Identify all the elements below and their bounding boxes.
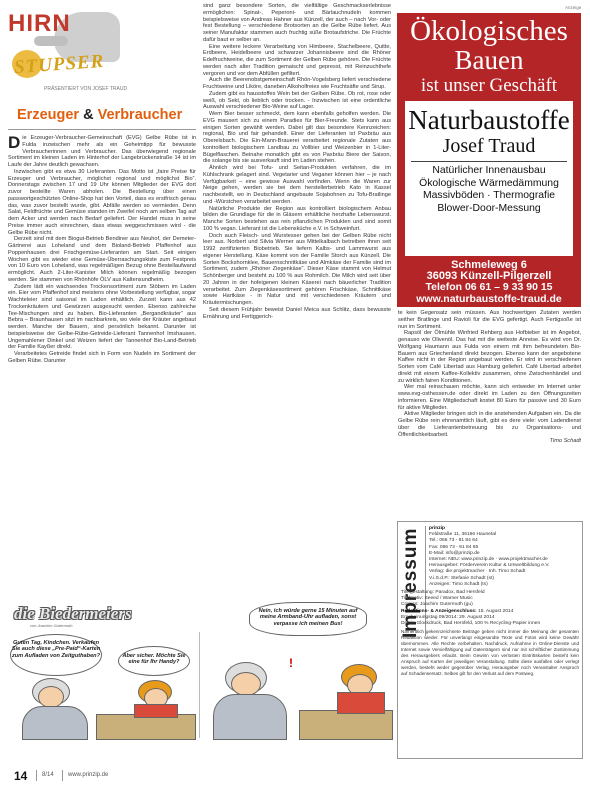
issue-number: 8/14 (42, 772, 54, 778)
article-column-1 (8, 135, 196, 588)
ad-divider (411, 161, 567, 162)
impressum-details-2 (401, 590, 579, 676)
paragraph: Wem Bier besser schmeckt, dem kann ebenfalls geholfen werden. Die EVG mausert sich zu einem Paradies für Bier-Freunde. Stets kann aus einigen Sorten gewählt werden. Dabei gilt das besondere Kennzeichen: regional, Bio und fair gehandelt. Einer der Lieferanten ist Paxbräu aus Oberelsbach. Die Ein-Mann-Brauerei verarbeitet regionale Zutaten aus kontrolliert biologischem Landbau zu Vollbier und Weizenbier in 1-Liter-Bügelflaschen. Beinahe monatlich gibt es von Paxbräu Biere der Saison, die solange bis sie ausverkauft sind im Laden stehen. (203, 111, 391, 165)
ad-web-link[interactable]: www.naturbaustoffe-traud.de (397, 293, 581, 307)
footer (8, 768, 582, 784)
impressum-line: Tel.: 066 73 - 91 84 64 (429, 538, 478, 544)
footer-separator (62, 770, 63, 781)
impressum-line: Verlag: die projektmacher · Inh. Timo Schadt (429, 569, 526, 575)
impressum-box (397, 521, 583, 759)
impressum-line: Fax: 066 73 - 91 84 65 (429, 544, 479, 550)
impressum-line: Comics: Joachim Gutermuth (gu) (401, 602, 473, 608)
impressum-line: Herausgeber: Förderverein Kultur & Umweltbildung e.V. (429, 563, 550, 569)
headline (17, 107, 182, 123)
ad-service: Blower-Door-Messung (437, 202, 541, 214)
surprise-icon: ! (289, 656, 293, 670)
impressum-line: Titelmotiv: Seeed / Warner Music (401, 596, 473, 602)
hirnstupser-logo (8, 6, 126, 98)
headline-divider (8, 129, 196, 130)
impressum-line: Feldstraße 11, 36166 Haunetal (429, 532, 497, 538)
grandma-character (18, 678, 98, 738)
impressum-line[interactable]: E-Mail: info@prinzip.de (429, 550, 480, 556)
panel-divider (199, 632, 200, 738)
paragraph: Ähnlich wird bei Tofu- und Seitan-Produkten verfahren, die im Kühlschrank gelagert sind. Vegetarier und Veganer können hier – je nach Verfügbarkeit – eine gewisse Auswahl vorfinden. Wenn die Waren zur Neige gehen, werden sie bei dem herstellerbetrieb Kato in Kassel nachbestellt, wo in Deutschland angebaute Sojabohnen zu Tofu-Bratlinge und -Würstchen verarbeitet werden. (203, 165, 391, 205)
article-column-3 (398, 310, 581, 515)
ad-phone: Telefon 06 61 – 9 33 90 15 (425, 281, 553, 293)
paragraph: Doch auch Fleisch- und Wurstesser gehen bei der Gelben Rübe nicht leer aus. Norbert und Silvia Werner aus Mittelkalbach betreiben ihren seit 1992 zertifizierten Biobetrieb. Sie liefern Kalbs- und Lammwurst aus eigener Herstellung. Käse kommt von der Familie Storch aus Künzell. Die Sorten Bockshornklee, Bauernschnittkäse und Almkäse der Familie sind im Sortiment, zudem „Rhöner Ziegenkäse“. Dieser Käse stammt von Helmut Schönberger und besteht zu 100 % aus Rohmilch. Die Milch wird seit über 20 Jahren in der hofeigenen kleinen Käserei nach bäuerlicher Tradition verarbeitet. Zum Ziegenkäsesortiment gehören Frischkäse, Schnittkäse sowie Hartkäse - in Natur und mit verschiedenen Kräutern und Kräutermischungen. (203, 232, 391, 306)
paragraph: Zudem lädt ein wachsendes Trockensortiment zum Stöbern im Laden ein. Eier vom Pfaffenhof sind meistens ohne Vorbestellung verfügbar, sogar Wachteleier sind saisonal im Laden erhältlich. Zurzeit kann aus 42 Trockenkräutern und Gewürzen ausgesucht werden. Ebenso zahlreiche Tee-Mischungen sind zu haben. Bio-Lieferanten „Bergandkräuter“ aus Bebra – Braunhausen sitzt im nachbarkreis, wo viele der Kräuter angebaut werden. Manche der Bauern, sind persönlich bekannt. Darunter ist beispielsweise der Gelbe-Rübe-Getreide-Lieferant Tannenhof Imshausen. Ungemahlener Dinkel und Weizen liefert der Tannenhof Bio-Land-Betrieb der Familie Kayßer direkt. (8, 283, 196, 351)
headline-part1: Erzeuger (17, 107, 80, 123)
grandma-body (22, 706, 88, 740)
impressum-line: Druck: Glockdruck, Bad Hersfeld, 100 % Recycling-Papier innen (401, 621, 541, 627)
cartoon-logo-sub: von Joachim Gutermuth (30, 623, 73, 628)
ad-service: Ökologische Wärmedämmung (419, 177, 559, 189)
impressum-title: Impressum (400, 527, 421, 638)
ad-company1: Naturbaustoffe (408, 105, 570, 135)
paragraph: Inzwischen gibt es etwa 30 Lieferanten. Das Motto ist „faire Preise für Erzeuger und Verbraucher, möglichst regional und möglichst Bio“. Donnerstags zwischen 17 und 19 Uhr können Mitglieder der EVG dort zuvor bestellte Waren abholen. Die Bestellung über einen passwortgeschützten Online-Shop hat den Vorteil, dass es erstfrisch genau das, was zuvor bestellt wurde, gibt. Abfälle werden so vermieden. Denn Salat, Feldfrüchte und Gemüse standen im Zweifel noch am selben Tag auf dem Acker und werden nach Bedarf geliefert. Der Handel muss in seine Preise immer auch einrechnen, dass etwas weggeschmissen wird - die Gelbe Rübe nicht. (8, 168, 196, 236)
paragraph: Aktive Mitglieder bringen sich in die anstehenden Aufgaben ein. Da die Gelbe Rübe rein ehrenamtlich läuft, gibt es dere viele: vom Ladendienst über die Lieferantenbetreuung bis zu Organisations- und Öffentlichkeitsarbeit. (398, 411, 581, 438)
clerk-character (128, 680, 188, 716)
impressum-line: Redaktions- & Anzeigenschluss: 15. August 2014 (401, 608, 514, 614)
paragraph: Natürliche Produkte der Region aus kontrolliert biologischem Anbau bilden die Grundlage für die in Gläsern erhältliche herzhafte Lebenswurst. Manche Sorten bestehen aus rein pflanzlichen Produkten und sind somit 100 % vegan. Lieferant ist die Lebensküche e.V. in Schweinfurt. (203, 205, 391, 232)
article-column-2 (203, 3, 391, 588)
ad-city: 36093 Künzell-Pilgerzell (426, 270, 552, 282)
ad-label: Anzeige (565, 5, 582, 10)
ad-service: Massivböden · Thermografie (422, 190, 556, 202)
logo-hirn: HIRN (8, 10, 71, 37)
ad-street: Schmeleweg 6 (451, 259, 527, 271)
headline-part2: Verbraucher (97, 107, 183, 123)
impressum-line: Erscheinungstag 09/2014: 29. August 2014 (401, 614, 495, 620)
impressum-line: Anzeigen: Timo Schadt (ts) (429, 581, 488, 587)
cartoon-logo: die Biedermeiers (14, 604, 132, 623)
paragraph: Auch die Beerenobstgemeinschaft Rhön-Vogelsberg liefert verschiedene Fruchtweine und Liköre, daneben Alkoholfreies wie Fruchtsäfte und Sirup. (203, 77, 391, 90)
paragraph: Rapsöl der Ölmühle Winfried Rehberg aus Hofbieber ist im Angebot, genauso wie Olivenöl. Das hat mit die weiteste Anreise. Es wird von Dr. Wolfgang Haumann aus Fulda von einem mit ihm befreundeten Bio-Bauern aus Griechenland direkt bezogen. Ebenso kann der angebotene Kaffee nicht in der Region angebaut werden. Er wird in verschiedenen Sorten vom Café Libertad aus Hamburg geliefert. Café Libertad arbeitet direkt mit einem Kaffee-Kollektiv zusammen, ohne Zwischenhändel und zu wirklich fairen Konditionen. (398, 330, 581, 384)
page-number: 14 (14, 769, 28, 783)
paragraph: Seit diesem Frühjahr beweist Daniel Meica aus Schlitz, dass bewusste Ernährung und Fertiggerich- (203, 306, 391, 320)
paragraph: Zudem gibt es hausstoffes Wein bei der Gelben Rübe. Ob rot, rose oder weiß, ob Sekt, ob lieblich oder trocken. - Inzwischen ist eine ordentliche Auswahl verschiedener Bio-Weine auf Lager. (203, 90, 391, 111)
impressum-details (429, 526, 579, 588)
grandma-character (207, 662, 293, 738)
ad-line1: Ökologisches (410, 15, 568, 47)
cartoon-strip (8, 598, 391, 738)
paragraph: Wer mal reinschauen möchte, kann sich entweder im Internet unter www.evg-osthessen.de oder direkt im Laden zu den Öffnungszeiten informieren. Eine Mitgliedschaft kostet 80 Euro für passive und 30 Euro für aktive Mitglieder. (398, 384, 581, 411)
ad-line3: ist unser Geschäft (420, 75, 558, 96)
ad-line2: Bauen (454, 45, 524, 75)
paragraph: Verarbeitetes Getreide findet sich in Form von Nudeln im Sortiment der Gelben Rübe. Darunter (8, 351, 196, 364)
paragraph: Eine weitere leckere Verarbeitung von Himbeere, Stachelbeere, Quitte, Erdbeere, Heidelbeere und schwarzer Johannisbeere sind die Rhöner Edelfruchtweine, die zum Sortiment der Gelben Rübe gehören. Die Früchte werden nach alter Tradition gemaischt und gepresst, mit Reinzuchthefe vergoren und vor dem Abfüllen gefiltert. (203, 43, 391, 77)
ad-naturbaustoffe[interactable] (397, 13, 581, 294)
ad-service: Natürlicher Innenausbau (432, 165, 546, 176)
clerk-character (333, 664, 389, 712)
headline-amp: & (83, 107, 94, 123)
clerk-body (134, 704, 178, 718)
grandma-face (231, 672, 261, 696)
paragraph: Die Erzeuger-Verbraucher-Gemeinschaft (EVG) Gelbe Rübe ist in Fulda inzwischen mehr als ein Geheimtipp für bewusste Verbraucherinnen und Verbraucher. Das überwiegend regionale Sortiment im kleinen Laden im Hinterhof der Langebrückenstraße 14 ist im Laufe der Jahre deutlich gewachsen. (8, 135, 196, 168)
impressum-legal: Namentlich gekennzeichnete Beiträge geben nicht immer die Meinung der gesamten Redaktion wieder. Für unverlangt eingesandte Texte und Fotos wird keine Gewähr übernommen. Alle Rechte vorbehalten. Nachdruck, Aufnahme in Online-Dienste und Internet sowie Vervielfältigung auf Datenträgern sind nur mit schriftlicher Zustimmung des Herausgebers erlaubt. Beim Gewinn von verlosten Eintrittskarten besteht kein Anspruch auf Karten der jeweiligen Veranstaltung. Sollte diese ausfallen oder verlegt werden, besteht weder gegenüber Verlag, Herausgeber noch Veranstalter Anspruch auf Schadensersatz. Selbes gilt für den Verlust auf dem Postweg. (401, 629, 579, 676)
grandma-body (213, 694, 287, 740)
paragraph: Derzeit sind mit dem Biogut-Betrieb Bendiner aus Neuhof, der Demeter-Gärtnerei aus Loheland und dem Bioland-Betrieb Pfaffenhof aus Poppenhausen drei Frischgemüse-Lieferanten am Start. Seit einigen Wochen gibt es wieder eine Gemüse-Überraschungskiste zum Festpreis von 10 Euro von Loheland, was regelmäßigen Bezug ohne Bestellaufwand ermöglicht. Auch 2-Liter-Kanister Milch können regelmäßig bezogen werden. Sie stammen von Rhönhöfe ÖLV aus Kaltensundheim. (8, 236, 196, 283)
footer-separator (36, 770, 37, 781)
ad-inner-box (405, 101, 573, 256)
footer-website-link[interactable]: www.prinzip.de (68, 772, 109, 778)
impressum-line: V.i.S.d.P.: Stefanie Schadt (st) (429, 575, 494, 581)
speech-bubble: Nein, ich würde gerne 15 Minuten auf meine Armband-Uhr aufladen, sonst verpasse ich meinen Bus! (249, 602, 367, 636)
impressum-line: prinzip (429, 526, 446, 531)
impressum-line[interactable]: Internet: NEU: www.prinzip.de · www.projektmacher.de (429, 557, 548, 563)
shop-counter (299, 710, 393, 740)
speech-bubble: Guten Tag, Kindchen. Verkaufen Sie auch diese „Pre-Paid“-Karten zum Aufladen von Zeitguthaben? (10, 634, 102, 676)
logo-presenter: PRÄSENTIERT VON JOSEF TRAUD (44, 86, 128, 92)
cartoon-panel-2 (203, 602, 391, 738)
clerk-body (337, 692, 385, 714)
paragraph: te kein Gegensatz sein müssen. Aus hochwertigen Zutaten werden seither Bratlinge und Ravioli für die EVG gefertigt. Auch Fertigsoße ist nun im Sortiment. (398, 310, 581, 330)
ad-company2: Josef Traud (442, 135, 536, 157)
paragraph: sind ganz besondere Sorten, die vielfältige Geschmackserlebnisse ermöglichen: Spinat-, Peperoni- und Bärlauchnudeln kommen beispielsweise von Andreas Hahner aus Künzell, der auch – nach Vor- oder fest Bestellung – verschiedene Brotsorten an die Gelbe Rübe liefert. Aus seiner Manufaktur stammen auch fruchtig süße Brotaufstriche. Die Früchte dafür baut er selber an. (203, 3, 391, 43)
article-signature: Timo Schadt (549, 438, 581, 445)
cartoon-panel-1 (8, 632, 196, 738)
logo-stupser: STUPSER (13, 50, 106, 79)
speech-bubble: Aber sicher. Möchte Sie eine für Ihr Handy? (118, 646, 190, 676)
grandma-face (38, 686, 64, 708)
impressum-line: Titelgestaltung: Paradox, Bad Hersfeld (401, 590, 485, 595)
drop-cap: D (8, 135, 21, 152)
